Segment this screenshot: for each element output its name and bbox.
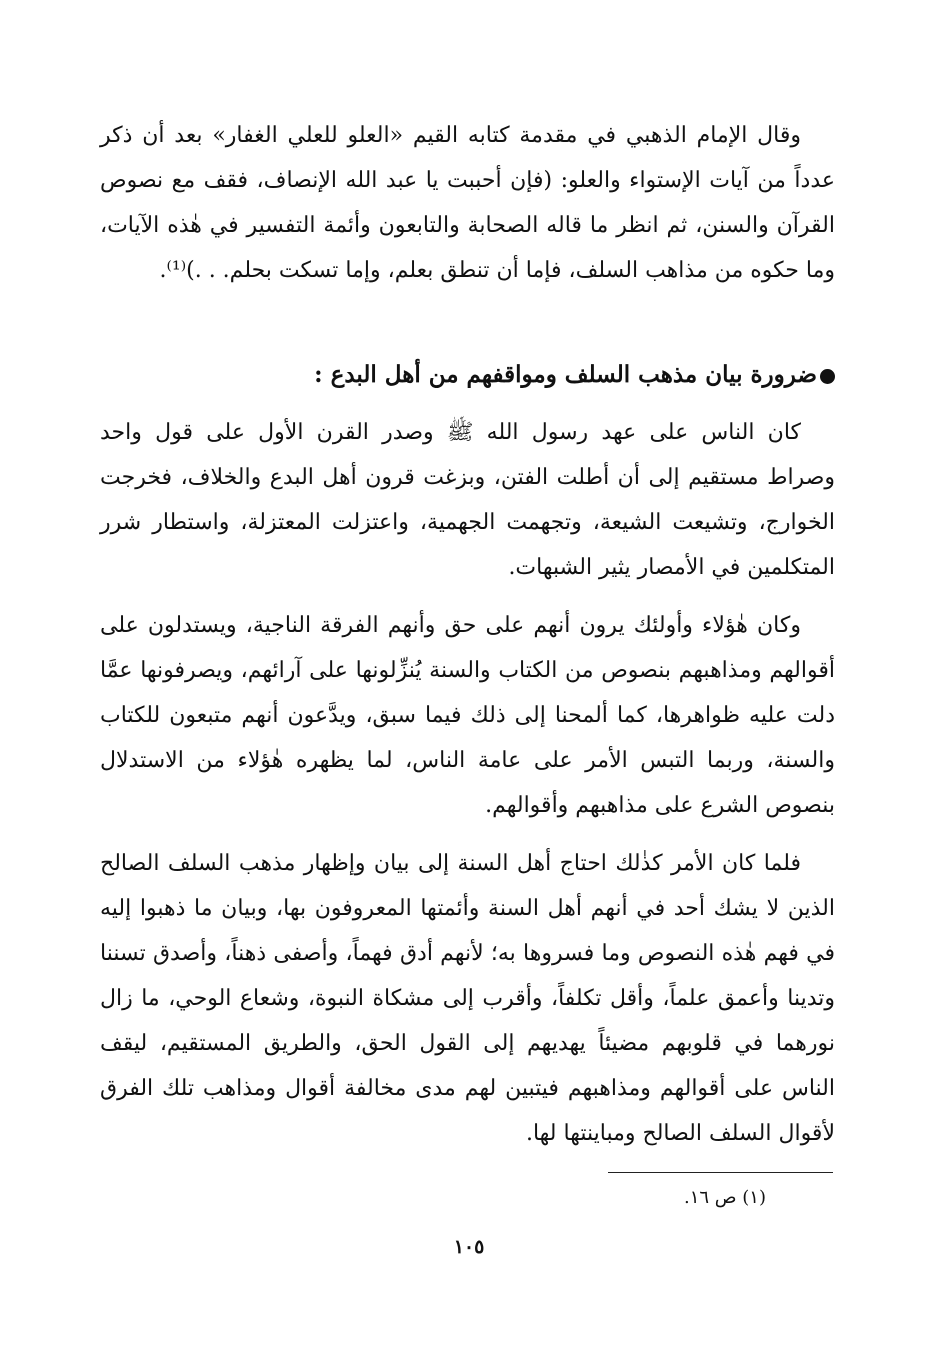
section-heading: [100, 355, 835, 395]
paragraph-dhahabi-quote: وقال الإمام الذهبي في مقدمة كتابه القيم «العلو للعلي الغفار» بعد أن ذكر عدداً من آيات الإستواء والعلو: (فإن أحببت يا عبد الله الإنصاف، فقف مع نصوص القرآن والسنن، ثم انظر ما قاله الصحابة والتابعون وأئمة التفسير في هٰذه الآيات، وما حكوه من مذاهب السلف، فإما أن تنطق بعلم، وإما تسكت بحلم. . .)⁽¹⁾.: [100, 123, 835, 283]
section-heading-text: ضرورة بيان مذهب السلف ومواقفهم من أهل البدع :: [314, 361, 817, 388]
paragraph-ahl-sunnah-response: فلما كان الأمر كذٰلك احتاج أهل السنة إلى بيان وإظهار مذهب السلف الصالح الذين لا يشك أحد في أنهم أهل السنة وأئمتها المعروفون بها، وبيان ما ذهبوا إليه في فهم هٰذه النصوص وما فسروها به؛ لأنهم أدق فهماً، وأصفى ذهناً، وأصدق تسننا وتدينا وأعمق علماً، وأقل تكلفاً، وأقرب إلى مشكاة النبوة، وشعاع الوحي، ما زال نورهما في قلوبهم مضيئاً يهديهم إلى القول الحق، والطريق المستقيم، ليقف الناس على أقوالهم ومذاهبهم فيتبين لهم مدى مخالفة أقوال ومذاهب تلك الفرق لأقوال السلف الصالح ومباينتها لها.: [100, 851, 835, 1146]
footnote-divider: [608, 1172, 833, 1173]
paragraph-sects-claims: وكان هٰؤلاء وأولئك يرون أنهم على حق وأنهم الفرقة الناجية، ويستدلون على أقوالهم ومذاهبهم بنصوص من الكتاب والسنة يُنزِّلونها على آرائهم، ويصرفونها عمَّا دلت عليه ظواهرها، كما ألمحنا إلى ذلك فيما سبق، ويدَّعون أنهم متبعون للكتاب والسنة، وربما التبس الأمر على عامة الناس، لما يظهره هٰؤلاء من الاستدلال بنصوص الشرع على مذاهبهم وأقوالهم.: [100, 613, 835, 818]
page-number: ١٠٥: [453, 1236, 485, 1258]
footnote: (١) ص ١٦.: [683, 1187, 766, 1208]
bullet-icon: [820, 369, 835, 384]
paragraph-early-community: كان الناس على عهد رسول الله ﷺ وصدر القرن الأول على قول واحد وصراط مستقيم إلى أن أطلت الفتن، وبزغت قرون أهل البدع والخلاف، فخرجت الخوارج، وتشيعت الشيعة، وتجهمت الجهمية، واعتزلت المعتزلة، واستطار شرر المتكلمين في الأمصار يثير الشبهات.: [100, 420, 835, 580]
